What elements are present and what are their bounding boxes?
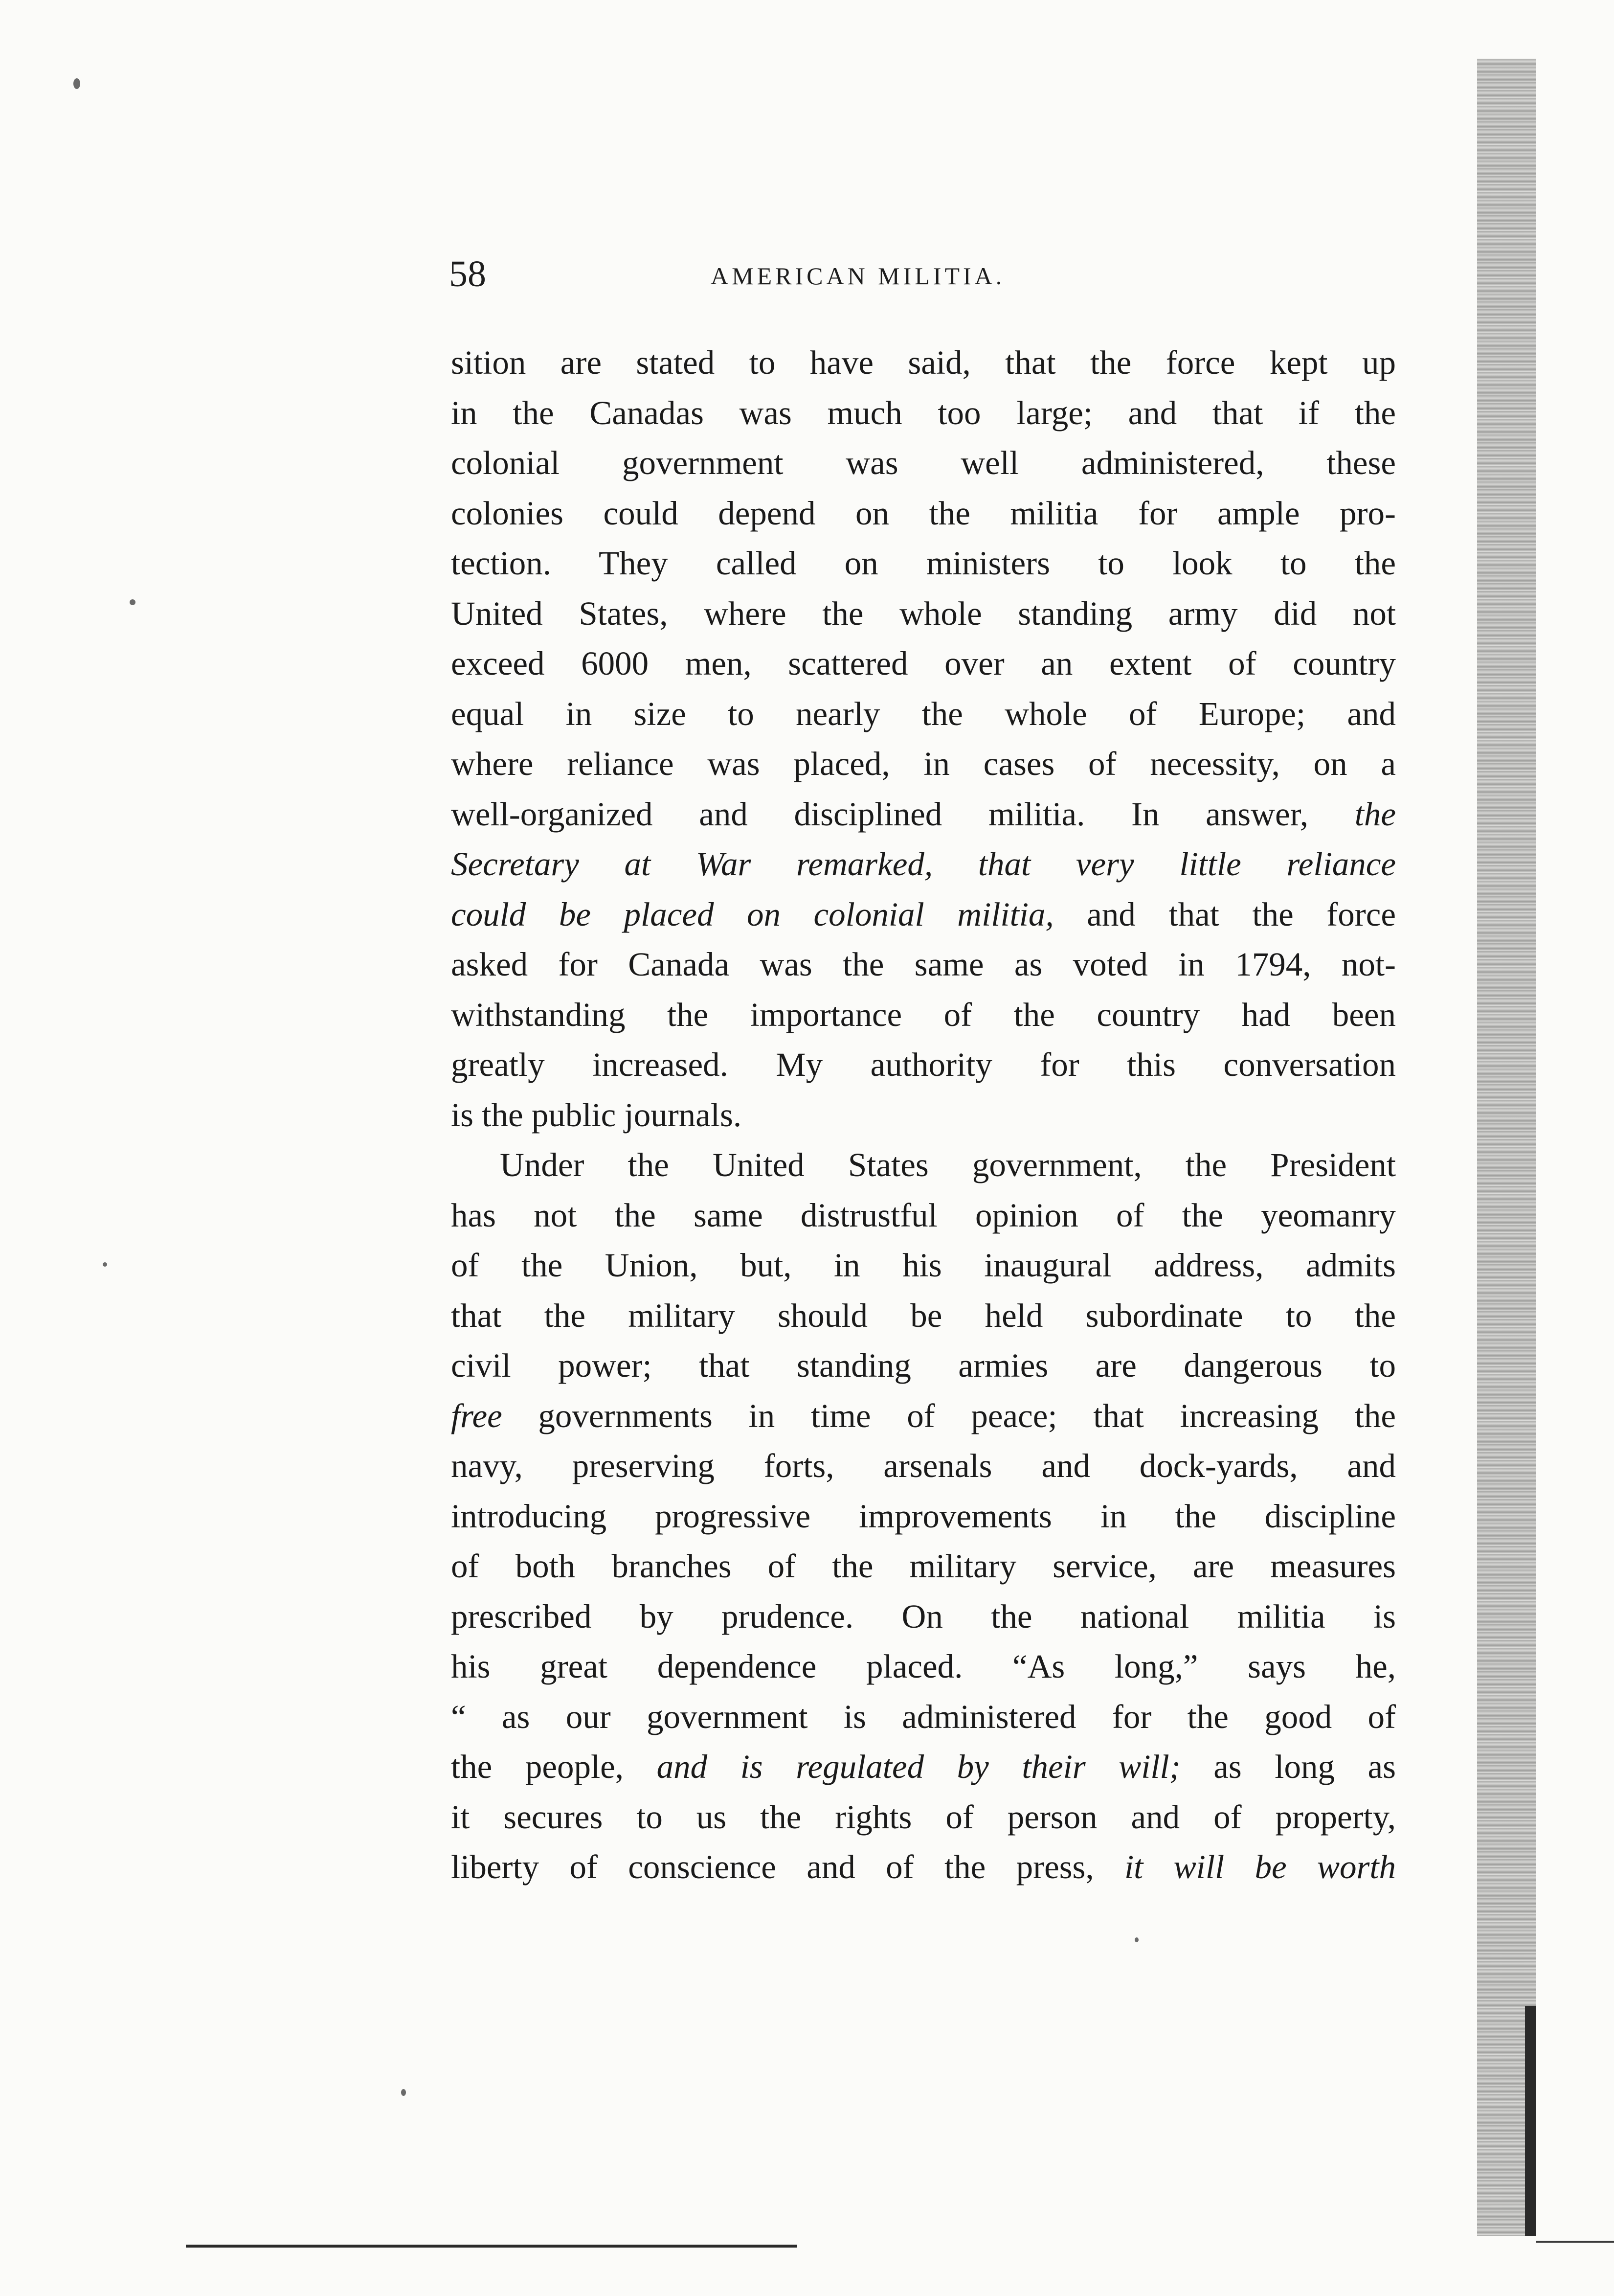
text-run: it secures to us the rights of person and of property,: [451, 1798, 1396, 1836]
paragraph: [451, 1140, 1396, 1892]
text-line: [451, 1591, 1396, 1642]
spine-dark-edge: [1525, 2006, 1536, 2236]
text-line: [451, 1491, 1396, 1542]
text-line: [451, 1291, 1396, 1341]
bottom-edge-rule-right: [1536, 2241, 1614, 2243]
text-run: equal in size to nearly the whole of Europe; and: [451, 695, 1396, 732]
bottom-edge-rule: [186, 2245, 797, 2248]
text-line: [451, 889, 1396, 940]
italic-text: Secretary at War remarked, that very little reliance: [451, 845, 1396, 883]
text-line: [451, 739, 1396, 789]
text-run: withstanding the importance of the country had been: [451, 996, 1396, 1033]
text-line: [451, 1391, 1396, 1441]
italic-text: could be placed on colonial militia,: [451, 895, 1054, 933]
italic-text: free: [451, 1397, 502, 1434]
text-run: liberty of conscience and of the press,: [451, 1848, 1124, 1886]
body-text: [451, 338, 1396, 1892]
text-run: has not the same distrustful opinion of the yeomanry: [451, 1196, 1396, 1234]
text-run: greatly increased. My authority for this conversation: [451, 1046, 1396, 1083]
text-line: [451, 1541, 1396, 1591]
text-run: of the Union, but, in his inaugural address, admits: [451, 1247, 1396, 1284]
scan-speck: [1135, 1937, 1139, 1942]
text-run: prescribed by prudence. On the national militia is: [451, 1597, 1396, 1635]
text-line: [451, 438, 1396, 488]
text-run: governments in time of peace; that increasing the: [502, 1397, 1396, 1434]
text-run: the people,: [451, 1748, 657, 1785]
italic-text: and is regulated by their will;: [656, 1748, 1181, 1785]
text-run: is the public journals.: [451, 1096, 742, 1134]
text-run: “ as our government is administered for the good of: [451, 1698, 1396, 1735]
text-run: his great dependence placed. “As long,” says he,: [451, 1648, 1396, 1685]
running-head: [449, 252, 1403, 296]
text-line: [451, 1441, 1396, 1491]
text-run: of both branches of the military service, are measures: [451, 1547, 1396, 1585]
text-run: in the Canadas was much too large; and that if the: [451, 394, 1396, 432]
text-run: navy, preserving forts, arsenals and dock-yards, and: [451, 1447, 1396, 1484]
italic-text: the: [1354, 795, 1396, 833]
text-run: that the military should be held subordinate to the: [451, 1296, 1396, 1334]
text-line: [451, 689, 1396, 739]
text-run: introducing progressive improvements in the discipline: [451, 1497, 1396, 1535]
text-line: [451, 1641, 1396, 1692]
running-title: AMERICAN MILITIA.: [711, 262, 1006, 290]
text-line: [451, 990, 1396, 1040]
page-number: 58: [449, 253, 486, 295]
text-run: and that the force: [1054, 895, 1396, 933]
text-run: civil power; that standing armies are dangerous to: [451, 1347, 1396, 1384]
text-line: [451, 538, 1396, 589]
text-line: [451, 1742, 1396, 1792]
text-line: [451, 1190, 1396, 1241]
text-line: [451, 1692, 1396, 1742]
book-spine-shadow: [1477, 59, 1536, 2236]
scan-speck: [401, 2089, 406, 2096]
text-run: where reliance was placed, in cases of necessity, on a: [451, 745, 1396, 782]
text-run: tection. They called on ministers to look to the: [451, 545, 1396, 582]
paragraph: [451, 338, 1396, 1140]
text-run: colonial government was well administered, these: [451, 444, 1396, 481]
text-run: exceed 6000 men, scattered over an extent of country: [451, 645, 1396, 682]
text-line: [451, 638, 1396, 689]
text-line: [451, 1792, 1396, 1842]
text-run: sition are stated to have said, that the force kept up: [451, 344, 1396, 381]
text-run: colonies could depend on the militia for ample pro-: [451, 494, 1396, 532]
text-run: asked for Canada was the same as voted in 1794, not-: [451, 946, 1396, 983]
text-line: [451, 1040, 1396, 1090]
italic-text: it will be worth: [1124, 1848, 1396, 1886]
scan-speck: [130, 599, 135, 605]
text-line: [451, 939, 1396, 990]
text-run: United States, where the whole standing army did not: [451, 594, 1396, 632]
text-line: [451, 839, 1396, 889]
text-run: Under the United States government, the President: [500, 1146, 1396, 1183]
text-line: [451, 789, 1396, 840]
text-line: [451, 1240, 1396, 1291]
text-line: [451, 488, 1396, 539]
text-line: [451, 1090, 1396, 1140]
text-line: [451, 338, 1396, 388]
scan-speck: [103, 1262, 107, 1267]
text-run: well-organized and disciplined militia. In answer,: [451, 795, 1355, 833]
text-line: [451, 589, 1396, 639]
text-line: [451, 1341, 1396, 1391]
text-line: [451, 388, 1396, 438]
text-line: [451, 1842, 1396, 1892]
text-run: as long as: [1180, 1748, 1396, 1785]
scan-speck: [73, 78, 80, 89]
text-line: [451, 1140, 1396, 1190]
